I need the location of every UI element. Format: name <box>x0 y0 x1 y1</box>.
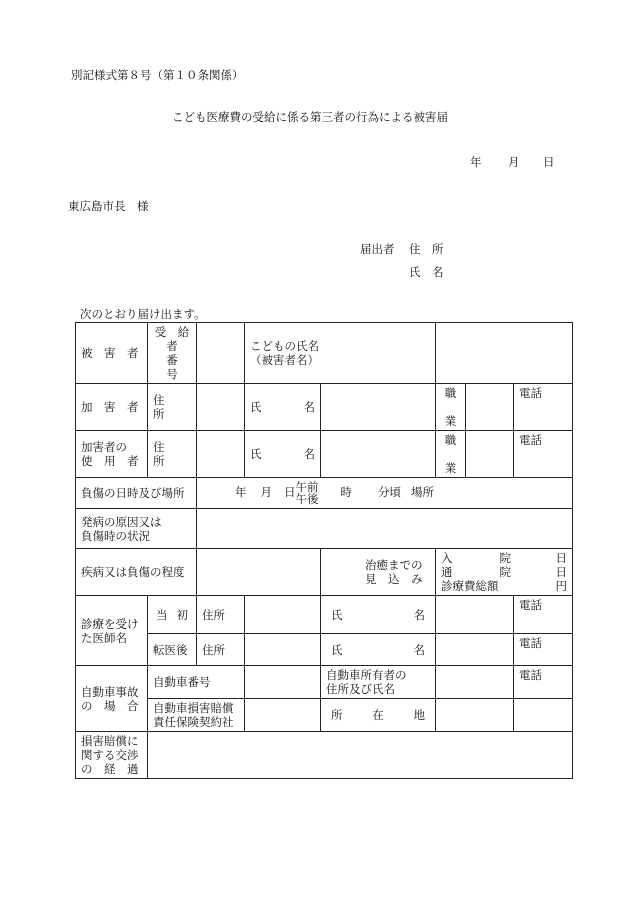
car-owner-label: 自動車所有者の 住所及び氏名 <box>321 666 436 699</box>
transfer-doctor-label: 転医後 <box>148 634 197 666</box>
initial-address-label: 住所 <box>197 596 245 634</box>
applicant-name-label: 氏 名 <box>409 265 444 279</box>
perpetrator-occupation-field[interactable] <box>466 384 514 431</box>
intro-text: 次のとおり届け出ます。 <box>80 307 206 321</box>
am-pm-selector[interactable]: 午前 午後 <box>295 480 319 506</box>
perpetrator-address-label: 住 所 <box>148 384 197 431</box>
employer-address-label: 住 所 <box>148 431 197 478</box>
form-number: 別記様式第８号（第１０条関係） <box>71 68 244 82</box>
negotiation-field[interactable] <box>148 732 573 779</box>
total-cost-row: 診療費総額 円 <box>441 579 567 593</box>
insurer-location-field[interactable] <box>436 699 514 732</box>
transfer-phone-cell[interactable]: 電話 <box>514 634 573 666</box>
inpatient-days-row: 入 院 日 <box>441 551 567 565</box>
auto-accident-label: 自動車事故 の 場 合 <box>76 666 148 732</box>
perpetrator-address-field[interactable] <box>197 384 245 431</box>
insurer-extra-field[interactable] <box>514 699 573 732</box>
injury-datetime-label: 負傷の日時及び場所 <box>76 478 197 509</box>
employer-name-field[interactable] <box>321 431 436 478</box>
perpetrator-label: 加 害 者 <box>76 384 148 431</box>
transfer-name-label: 氏 名 <box>321 634 436 666</box>
initial-address-field[interactable] <box>245 596 321 634</box>
perpetrator-name-label: 氏 名 <box>245 384 321 431</box>
perpetrator-occupation-label: 職 業 <box>436 384 466 431</box>
addressee: 東広島市長 様 <box>68 199 149 213</box>
perpetrator-name-field[interactable] <box>321 384 436 431</box>
child-name-field[interactable] <box>436 323 573 384</box>
recipient-number-field[interactable] <box>197 323 245 384</box>
cause-label: 発病の原因又は 負傷時の状況 <box>76 509 197 549</box>
injury-datetime-field[interactable] <box>197 478 573 509</box>
employer-occupation-label: 職 業 <box>436 431 466 478</box>
employer-phone-cell[interactable]: 電話 <box>514 431 573 478</box>
victim-label: 被 害 者 <box>76 323 148 384</box>
employer-occupation-field[interactable] <box>466 431 514 478</box>
outpatient-days-row: 通 院 日 <box>441 565 567 579</box>
applicant-label: 届出者 <box>360 242 395 256</box>
initial-phone-cell[interactable]: 電話 <box>514 596 573 634</box>
car-owner-field[interactable] <box>436 666 514 699</box>
injury-minute-label: 分頃 <box>378 485 401 499</box>
injury-year-label: 年 <box>235 485 247 499</box>
initial-name-label: 氏 名 <box>321 596 436 634</box>
insurer-label: 自動車損害賠償 責任保険契約社 <box>148 699 245 732</box>
initial-doctor-label: 当 初 <box>148 596 197 634</box>
car-number-field[interactable] <box>245 666 321 699</box>
recipient-number-label: 受 給 者 番 号 <box>148 323 197 384</box>
perpetrator-phone-cell[interactable]: 電話 <box>514 384 573 431</box>
date-day-label: 日 <box>543 155 555 169</box>
insurer-location-label: 所 在 地 <box>321 699 436 732</box>
applicant-address-label: 住 所 <box>409 242 444 256</box>
employer-label: 加害者の 使 用 者 <box>76 431 148 478</box>
transfer-name-field[interactable] <box>436 634 514 666</box>
page-title: こども医療費の受給に係る第三者の行為による被害届 <box>172 110 448 124</box>
insurer-field[interactable] <box>245 699 321 732</box>
negotiation-label: 損害賠償に 関する交渉 の 経 過 <box>76 732 148 779</box>
transfer-address-label: 住所 <box>197 634 245 666</box>
date-month-label: 月 <box>508 155 520 169</box>
date-year-label: 年 <box>470 155 482 169</box>
severity-field[interactable] <box>197 549 321 596</box>
injury-day-label: 日 <box>284 485 296 499</box>
transfer-address-field[interactable] <box>245 634 321 666</box>
initial-name-field[interactable] <box>436 596 514 634</box>
injury-hour-label: 時 <box>340 485 352 499</box>
severity-label: 疾病又は負傷の程度 <box>76 549 197 596</box>
child-name-label: こどもの氏名 （被害者名） <box>245 323 436 384</box>
doctor-label: 診療を受け た医師名 <box>76 596 148 666</box>
car-owner-phone-cell[interactable]: 電話 <box>514 666 573 699</box>
employer-address-field[interactable] <box>197 431 245 478</box>
injury-month-label: 月 <box>260 485 272 499</box>
employer-name-label: 氏 名 <box>245 431 321 478</box>
car-number-label: 自動車番号 <box>148 666 245 699</box>
cause-field[interactable] <box>197 509 573 549</box>
recovery-outlook-label: 治癒までの 見 込 み <box>321 549 436 596</box>
injury-report-table <box>75 322 573 779</box>
injury-place-label: 場所 <box>411 485 434 499</box>
treatment-summary-field[interactable] <box>436 549 573 596</box>
